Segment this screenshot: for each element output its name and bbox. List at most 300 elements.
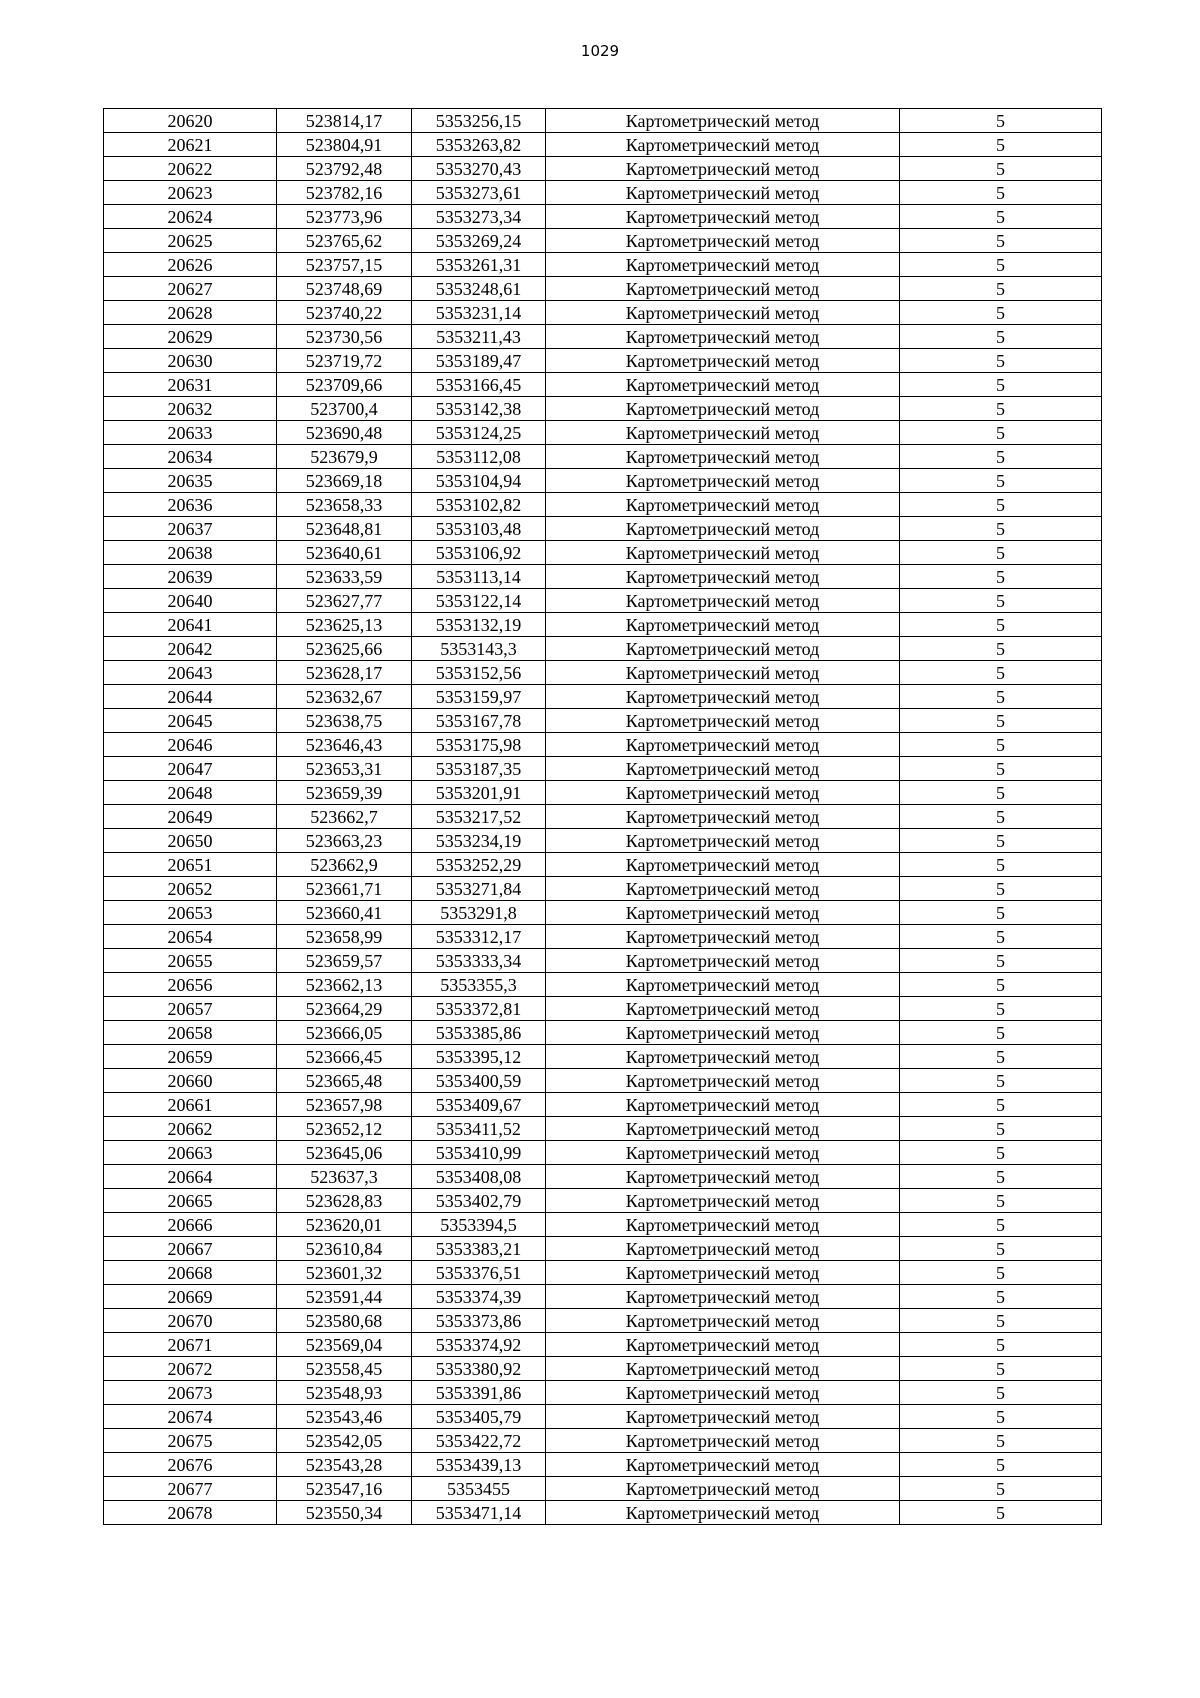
x-coordinate-cell: 523660,41 — [277, 901, 412, 925]
x-coordinate-cell: 523638,75 — [277, 709, 412, 733]
x-coordinate-cell: 523547,16 — [277, 1477, 412, 1501]
point-number-cell: 20626 — [104, 253, 277, 277]
accuracy-cell: 5 — [900, 301, 1102, 325]
point-number-cell: 20641 — [104, 613, 277, 637]
point-number-cell: 20669 — [104, 1285, 277, 1309]
point-number-cell: 20664 — [104, 1165, 277, 1189]
point-number-cell: 20674 — [104, 1405, 277, 1429]
x-coordinate-cell: 523719,72 — [277, 349, 412, 373]
table-row — [104, 757, 1102, 781]
point-number-cell: 20662 — [104, 1117, 277, 1141]
table-row — [104, 1429, 1102, 1453]
accuracy-cell: 5 — [900, 661, 1102, 685]
table-row — [104, 349, 1102, 373]
accuracy-cell: 5 — [900, 229, 1102, 253]
accuracy-cell: 5 — [900, 1357, 1102, 1381]
x-coordinate-cell: 523653,31 — [277, 757, 412, 781]
y-coordinate-cell: 5353411,52 — [412, 1117, 546, 1141]
point-number-cell: 20633 — [104, 421, 277, 445]
accuracy-cell: 5 — [900, 493, 1102, 517]
x-coordinate-cell: 523757,15 — [277, 253, 412, 277]
table-row — [104, 829, 1102, 853]
y-coordinate-cell: 5353271,84 — [412, 877, 546, 901]
x-coordinate-cell: 523646,43 — [277, 733, 412, 757]
accuracy-cell: 5 — [900, 541, 1102, 565]
accuracy-cell: 5 — [900, 1213, 1102, 1237]
table-row — [104, 1165, 1102, 1189]
accuracy-cell: 5 — [900, 517, 1102, 541]
x-coordinate-cell: 523748,69 — [277, 277, 412, 301]
y-coordinate-cell: 5353374,92 — [412, 1333, 546, 1357]
x-coordinate-cell: 523569,04 — [277, 1333, 412, 1357]
x-coordinate-cell: 523632,67 — [277, 685, 412, 709]
point-number-cell: 20661 — [104, 1093, 277, 1117]
x-coordinate-cell: 523610,84 — [277, 1237, 412, 1261]
point-number-cell: 20658 — [104, 1021, 277, 1045]
accuracy-cell: 5 — [900, 1165, 1102, 1189]
method-cell: Картометрический метод — [546, 901, 900, 925]
y-coordinate-cell: 5353333,34 — [412, 949, 546, 973]
accuracy-cell: 5 — [900, 613, 1102, 637]
point-number-cell: 20639 — [104, 565, 277, 589]
y-coordinate-cell: 5353217,52 — [412, 805, 546, 829]
point-number-cell: 20677 — [104, 1477, 277, 1501]
method-cell: Картометрический метод — [546, 349, 900, 373]
point-number-cell: 20659 — [104, 1045, 277, 1069]
point-number-cell: 20620 — [104, 109, 277, 133]
table-row — [104, 925, 1102, 949]
point-number-cell: 20654 — [104, 925, 277, 949]
x-coordinate-cell: 523637,3 — [277, 1165, 412, 1189]
x-coordinate-cell: 523633,59 — [277, 565, 412, 589]
table-row — [104, 421, 1102, 445]
accuracy-cell: 5 — [900, 253, 1102, 277]
accuracy-cell: 5 — [900, 1093, 1102, 1117]
point-number-cell: 20628 — [104, 301, 277, 325]
method-cell: Картометрический метод — [546, 1045, 900, 1069]
method-cell: Картометрический метод — [546, 253, 900, 277]
accuracy-cell: 5 — [900, 565, 1102, 589]
point-number-cell: 20627 — [104, 277, 277, 301]
x-coordinate-cell: 523700,4 — [277, 397, 412, 421]
accuracy-cell: 5 — [900, 829, 1102, 853]
accuracy-cell: 5 — [900, 589, 1102, 613]
accuracy-cell: 5 — [900, 637, 1102, 661]
y-coordinate-cell: 5353104,94 — [412, 469, 546, 493]
point-number-cell: 20666 — [104, 1213, 277, 1237]
method-cell: Картометрический метод — [546, 685, 900, 709]
y-coordinate-cell: 5353269,24 — [412, 229, 546, 253]
method-cell: Картометрический метод — [546, 1501, 900, 1525]
accuracy-cell: 5 — [900, 1405, 1102, 1429]
y-coordinate-cell: 5353231,14 — [412, 301, 546, 325]
method-cell: Картометрический метод — [546, 877, 900, 901]
point-number-cell: 20672 — [104, 1357, 277, 1381]
accuracy-cell: 5 — [900, 1333, 1102, 1357]
y-coordinate-cell: 5353263,82 — [412, 133, 546, 157]
y-coordinate-cell: 5353106,92 — [412, 541, 546, 565]
accuracy-cell: 5 — [900, 349, 1102, 373]
y-coordinate-cell: 5353103,48 — [412, 517, 546, 541]
point-number-cell: 20635 — [104, 469, 277, 493]
table-row — [104, 1477, 1102, 1501]
table-row — [104, 1093, 1102, 1117]
table-row — [104, 877, 1102, 901]
x-coordinate-cell: 523792,48 — [277, 157, 412, 181]
table-row — [104, 493, 1102, 517]
method-cell: Картометрический метод — [546, 925, 900, 949]
y-coordinate-cell: 5353175,98 — [412, 733, 546, 757]
x-coordinate-cell: 523628,83 — [277, 1189, 412, 1213]
x-coordinate-cell: 523663,23 — [277, 829, 412, 853]
method-cell: Картометрический метод — [546, 421, 900, 445]
table-row — [104, 1069, 1102, 1093]
y-coordinate-cell: 5353455 — [412, 1477, 546, 1501]
method-cell: Картометрический метод — [546, 1333, 900, 1357]
table-row — [104, 1405, 1102, 1429]
y-coordinate-cell: 5353159,97 — [412, 685, 546, 709]
accuracy-cell: 5 — [900, 277, 1102, 301]
point-number-cell: 20642 — [104, 637, 277, 661]
accuracy-cell: 5 — [900, 733, 1102, 757]
y-coordinate-cell: 5353270,43 — [412, 157, 546, 181]
x-coordinate-cell: 523648,81 — [277, 517, 412, 541]
table-row — [104, 733, 1102, 757]
accuracy-cell: 5 — [900, 1189, 1102, 1213]
point-number-cell: 20650 — [104, 829, 277, 853]
accuracy-cell: 5 — [900, 757, 1102, 781]
table-row — [104, 253, 1102, 277]
method-cell: Картометрический метод — [546, 493, 900, 517]
y-coordinate-cell: 5353374,39 — [412, 1285, 546, 1309]
y-coordinate-cell: 5353380,92 — [412, 1357, 546, 1381]
method-cell: Картометрический метод — [546, 133, 900, 157]
x-coordinate-cell: 523543,28 — [277, 1453, 412, 1477]
table-row — [104, 109, 1102, 133]
point-number-cell: 20643 — [104, 661, 277, 685]
x-coordinate-cell: 523659,57 — [277, 949, 412, 973]
method-cell: Картометрический метод — [546, 805, 900, 829]
accuracy-cell: 5 — [900, 1429, 1102, 1453]
y-coordinate-cell: 5353355,3 — [412, 973, 546, 997]
table-row — [104, 781, 1102, 805]
table-row — [104, 133, 1102, 157]
table-row — [104, 301, 1102, 325]
y-coordinate-cell: 5353122,14 — [412, 589, 546, 613]
accuracy-cell: 5 — [900, 157, 1102, 181]
x-coordinate-cell: 523558,45 — [277, 1357, 412, 1381]
method-cell: Картометрический метод — [546, 373, 900, 397]
method-cell: Картометрический метод — [546, 517, 900, 541]
accuracy-cell: 5 — [900, 397, 1102, 421]
method-cell: Картометрический метод — [546, 997, 900, 1021]
accuracy-cell: 5 — [900, 901, 1102, 925]
point-number-cell: 20636 — [104, 493, 277, 517]
method-cell: Картометрический метод — [546, 733, 900, 757]
x-coordinate-cell: 523548,93 — [277, 1381, 412, 1405]
y-coordinate-cell: 5353211,43 — [412, 325, 546, 349]
table-row — [104, 1333, 1102, 1357]
y-coordinate-cell: 5353189,47 — [412, 349, 546, 373]
accuracy-cell: 5 — [900, 781, 1102, 805]
accuracy-cell: 5 — [900, 373, 1102, 397]
x-coordinate-cell: 523665,48 — [277, 1069, 412, 1093]
table-row — [104, 853, 1102, 877]
y-coordinate-cell: 5353409,67 — [412, 1093, 546, 1117]
method-cell: Картометрический метод — [546, 565, 900, 589]
table-row — [104, 1285, 1102, 1309]
y-coordinate-cell: 5353112,08 — [412, 445, 546, 469]
method-cell: Картометрический метод — [546, 109, 900, 133]
point-number-cell: 20651 — [104, 853, 277, 877]
accuracy-cell: 5 — [900, 853, 1102, 877]
method-cell: Картометрический метод — [546, 205, 900, 229]
table-row — [104, 661, 1102, 685]
point-number-cell: 20647 — [104, 757, 277, 781]
x-coordinate-cell: 523645,06 — [277, 1141, 412, 1165]
method-cell: Картометрический метод — [546, 1213, 900, 1237]
method-cell: Картометрический метод — [546, 157, 900, 181]
x-coordinate-cell: 523730,56 — [277, 325, 412, 349]
table-row — [104, 565, 1102, 589]
point-number-cell: 20640 — [104, 589, 277, 613]
x-coordinate-cell: 523659,39 — [277, 781, 412, 805]
accuracy-cell: 5 — [900, 997, 1102, 1021]
y-coordinate-cell: 5353394,5 — [412, 1213, 546, 1237]
x-coordinate-cell: 523679,9 — [277, 445, 412, 469]
table-row — [104, 157, 1102, 181]
y-coordinate-cell: 5353248,61 — [412, 277, 546, 301]
y-coordinate-cell: 5353201,91 — [412, 781, 546, 805]
point-number-cell: 20621 — [104, 133, 277, 157]
point-number-cell: 20637 — [104, 517, 277, 541]
method-cell: Картометрический метод — [546, 637, 900, 661]
point-number-cell: 20657 — [104, 997, 277, 1021]
method-cell: Картометрический метод — [546, 1309, 900, 1333]
method-cell: Картометрический метод — [546, 1429, 900, 1453]
accuracy-cell: 5 — [900, 1021, 1102, 1045]
table-row — [104, 469, 1102, 493]
y-coordinate-cell: 5353234,19 — [412, 829, 546, 853]
page-number: 1029 — [580, 42, 620, 60]
table-row — [104, 709, 1102, 733]
accuracy-cell: 5 — [900, 1453, 1102, 1477]
method-cell: Картометрический метод — [546, 1021, 900, 1045]
accuracy-cell: 5 — [900, 1045, 1102, 1069]
y-coordinate-cell: 5353410,99 — [412, 1141, 546, 1165]
method-cell: Картометрический метод — [546, 397, 900, 421]
point-number-cell: 20634 — [104, 445, 277, 469]
method-cell: Картометрический метод — [546, 949, 900, 973]
table-row — [104, 1117, 1102, 1141]
y-coordinate-cell: 5353167,78 — [412, 709, 546, 733]
table-row — [104, 325, 1102, 349]
y-coordinate-cell: 5353252,29 — [412, 853, 546, 877]
y-coordinate-cell: 5353402,79 — [412, 1189, 546, 1213]
y-coordinate-cell: 5353256,15 — [412, 109, 546, 133]
method-cell: Картометрический метод — [546, 181, 900, 205]
y-coordinate-cell: 5353132,19 — [412, 613, 546, 637]
y-coordinate-cell: 5353372,81 — [412, 997, 546, 1021]
table-row — [104, 541, 1102, 565]
method-cell: Картометрический метод — [546, 661, 900, 685]
method-cell: Картометрический метод — [546, 1141, 900, 1165]
x-coordinate-cell: 523773,96 — [277, 205, 412, 229]
method-cell: Картометрический метод — [546, 325, 900, 349]
method-cell: Картометрический метод — [546, 1093, 900, 1117]
table-row — [104, 1213, 1102, 1237]
table-row — [104, 229, 1102, 253]
x-coordinate-cell: 523543,46 — [277, 1405, 412, 1429]
point-number-cell: 20668 — [104, 1261, 277, 1285]
table-row — [104, 373, 1102, 397]
x-coordinate-cell: 523628,17 — [277, 661, 412, 685]
point-number-cell: 20663 — [104, 1141, 277, 1165]
method-cell: Картометрический метод — [546, 445, 900, 469]
y-coordinate-cell: 5353408,08 — [412, 1165, 546, 1189]
table-row — [104, 181, 1102, 205]
y-coordinate-cell: 5353376,51 — [412, 1261, 546, 1285]
table-row — [104, 445, 1102, 469]
x-coordinate-cell: 523550,34 — [277, 1501, 412, 1525]
x-coordinate-cell: 523664,29 — [277, 997, 412, 1021]
y-coordinate-cell: 5353405,79 — [412, 1405, 546, 1429]
point-number-cell: 20660 — [104, 1069, 277, 1093]
accuracy-cell: 5 — [900, 205, 1102, 229]
accuracy-cell: 5 — [900, 1069, 1102, 1093]
point-number-cell: 20678 — [104, 1501, 277, 1525]
x-coordinate-cell: 523661,71 — [277, 877, 412, 901]
method-cell: Картометрический метод — [546, 277, 900, 301]
table-row — [104, 205, 1102, 229]
table-row — [104, 1501, 1102, 1525]
point-number-cell: 20655 — [104, 949, 277, 973]
table-row — [104, 1141, 1102, 1165]
x-coordinate-cell: 523765,62 — [277, 229, 412, 253]
table-row — [104, 973, 1102, 997]
method-cell: Картометрический метод — [546, 829, 900, 853]
x-coordinate-cell: 523662,13 — [277, 973, 412, 997]
table-row — [104, 1453, 1102, 1477]
x-coordinate-cell: 523542,05 — [277, 1429, 412, 1453]
point-number-cell: 20630 — [104, 349, 277, 373]
x-coordinate-cell: 523640,61 — [277, 541, 412, 565]
table-row — [104, 1381, 1102, 1405]
y-coordinate-cell: 5353273,34 — [412, 205, 546, 229]
table-row — [104, 1021, 1102, 1045]
x-coordinate-cell: 523740,22 — [277, 301, 412, 325]
accuracy-cell: 5 — [900, 1501, 1102, 1525]
point-number-cell: 20676 — [104, 1453, 277, 1477]
x-coordinate-cell: 523591,44 — [277, 1285, 412, 1309]
accuracy-cell: 5 — [900, 973, 1102, 997]
method-cell: Картометрический метод — [546, 781, 900, 805]
x-coordinate-cell: 523662,7 — [277, 805, 412, 829]
table-row — [104, 1357, 1102, 1381]
y-coordinate-cell: 5353273,61 — [412, 181, 546, 205]
accuracy-cell: 5 — [900, 685, 1102, 709]
method-cell: Картометрический метод — [546, 613, 900, 637]
coordinates-table — [103, 108, 1102, 1525]
accuracy-cell: 5 — [900, 805, 1102, 829]
point-number-cell: 20632 — [104, 397, 277, 421]
point-number-cell: 20631 — [104, 373, 277, 397]
table-row — [104, 1261, 1102, 1285]
y-coordinate-cell: 5353312,17 — [412, 925, 546, 949]
method-cell: Картометрический метод — [546, 589, 900, 613]
accuracy-cell: 5 — [900, 1117, 1102, 1141]
y-coordinate-cell: 5353385,86 — [412, 1021, 546, 1045]
method-cell: Картометрический метод — [546, 1165, 900, 1189]
x-coordinate-cell: 523658,99 — [277, 925, 412, 949]
method-cell: Картометрический метод — [546, 469, 900, 493]
point-number-cell: 20645 — [104, 709, 277, 733]
accuracy-cell: 5 — [900, 1309, 1102, 1333]
accuracy-cell: 5 — [900, 1237, 1102, 1261]
y-coordinate-cell: 5353373,86 — [412, 1309, 546, 1333]
accuracy-cell: 5 — [900, 109, 1102, 133]
table-row — [104, 1309, 1102, 1333]
method-cell: Картометрический метод — [546, 1381, 900, 1405]
table-row — [104, 901, 1102, 925]
accuracy-cell: 5 — [900, 181, 1102, 205]
x-coordinate-cell: 523657,98 — [277, 1093, 412, 1117]
x-coordinate-cell: 523666,05 — [277, 1021, 412, 1045]
x-coordinate-cell: 523814,17 — [277, 109, 412, 133]
method-cell: Картометрический метод — [546, 1453, 900, 1477]
y-coordinate-cell: 5353261,31 — [412, 253, 546, 277]
table-row — [104, 637, 1102, 661]
method-cell: Картометрический метод — [546, 1069, 900, 1093]
table-row — [104, 589, 1102, 613]
point-number-cell: 20675 — [104, 1429, 277, 1453]
x-coordinate-cell: 523782,16 — [277, 181, 412, 205]
y-coordinate-cell: 5353471,14 — [412, 1501, 546, 1525]
x-coordinate-cell: 523804,91 — [277, 133, 412, 157]
accuracy-cell: 5 — [900, 1285, 1102, 1309]
point-number-cell: 20652 — [104, 877, 277, 901]
point-number-cell: 20644 — [104, 685, 277, 709]
accuracy-cell: 5 — [900, 325, 1102, 349]
method-cell: Картометрический метод — [546, 1357, 900, 1381]
table-row — [104, 805, 1102, 829]
table-row — [104, 997, 1102, 1021]
method-cell: Картометрический метод — [546, 1237, 900, 1261]
point-number-cell: 20624 — [104, 205, 277, 229]
table-row — [104, 397, 1102, 421]
table-row — [104, 949, 1102, 973]
method-cell: Картометрический метод — [546, 301, 900, 325]
point-number-cell: 20673 — [104, 1381, 277, 1405]
method-cell: Картометрический метод — [546, 1285, 900, 1309]
table-row — [104, 517, 1102, 541]
y-coordinate-cell: 5353143,3 — [412, 637, 546, 661]
point-number-cell: 20623 — [104, 181, 277, 205]
x-coordinate-cell: 523580,68 — [277, 1309, 412, 1333]
y-coordinate-cell: 5353291,8 — [412, 901, 546, 925]
y-coordinate-cell: 5353395,12 — [412, 1045, 546, 1069]
x-coordinate-cell: 523666,45 — [277, 1045, 412, 1069]
y-coordinate-cell: 5353152,56 — [412, 661, 546, 685]
method-cell: Картометрический метод — [546, 1405, 900, 1429]
method-cell: Картометрический метод — [546, 1189, 900, 1213]
accuracy-cell: 5 — [900, 445, 1102, 469]
point-number-cell: 20622 — [104, 157, 277, 181]
point-number-cell: 20671 — [104, 1333, 277, 1357]
y-coordinate-cell: 5353113,14 — [412, 565, 546, 589]
accuracy-cell: 5 — [900, 949, 1102, 973]
x-coordinate-cell: 523627,77 — [277, 589, 412, 613]
